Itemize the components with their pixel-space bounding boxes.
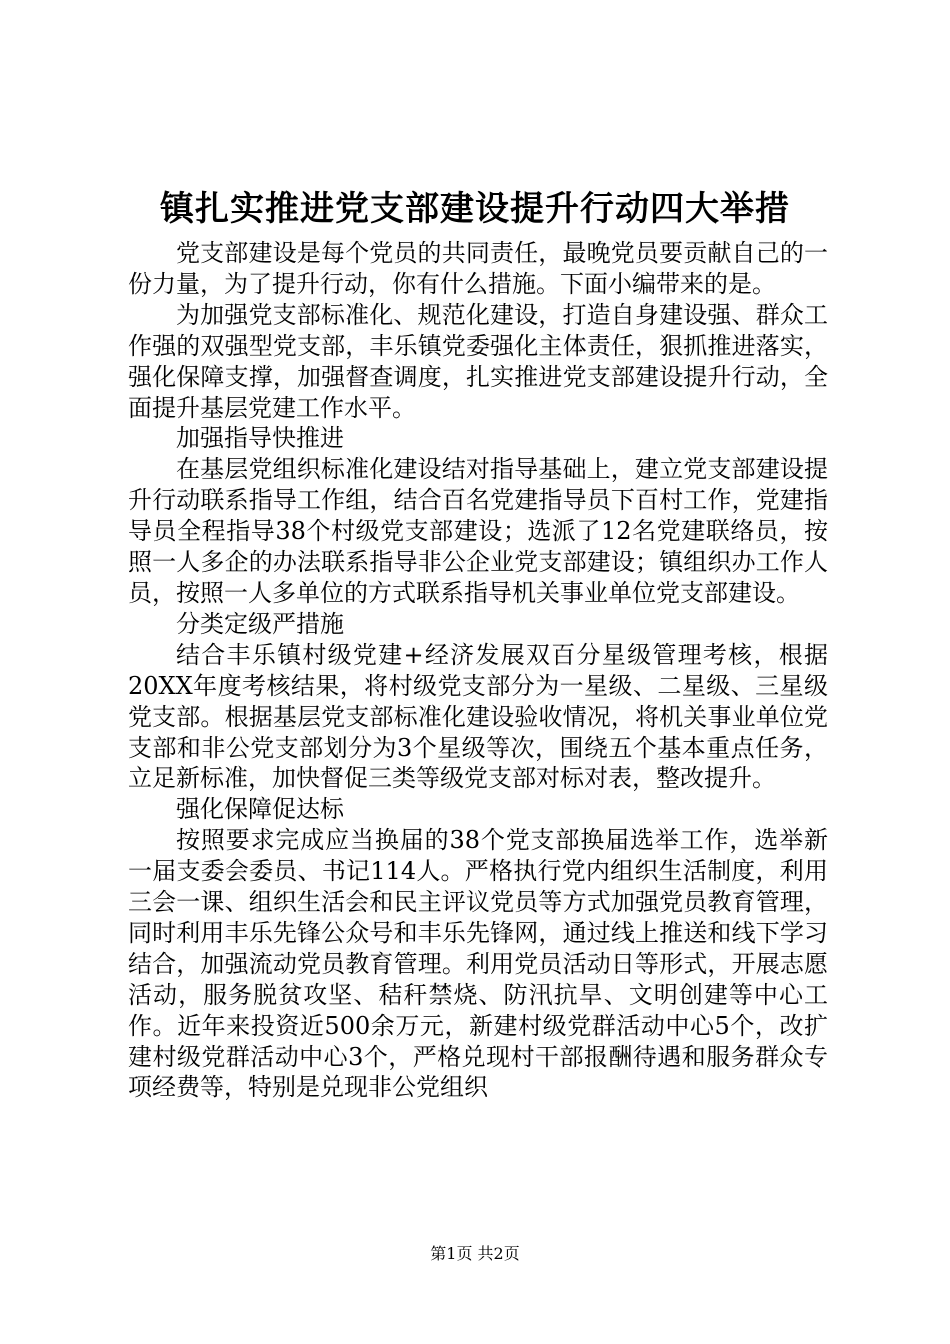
page-footer: 第1页 共2页 [430,1244,520,1263]
document-body [128,238,828,1103]
section-heading-classification: 分类定级严措施 [176,609,344,638]
paragraph-intro: 党支部建设是每个党员的共同责任，最晚党员要贡献自己的一份力量，为了提升行动，你有什么措施。下面小编带来的是。 [128,239,828,298]
section-heading-guidance: 加强指导快推进 [176,424,344,453]
page-title: 镇扎实推进党支部建设提升行动四大举措 [160,189,790,229]
paragraph-classification: 结合丰乐镇村级党建+经济发展双百分星级管理考核，根据20XX年度考核结果，将村级党支部分为一星级、二星级、三星级党支部。根据基层党支部标准化建设验收情况，将机关事业单位党支部和非公党支部划分为3个星级等次，围绕五个基本重点任务，立足新标准，加快督促三类等级党支部对标对表，整改提升。 [128,640,828,793]
paragraph-support: 按照要求完成应当换届的38个党支部换届选举工作，选举新一届支委会委员、书记114人。严格执行党内组织生活制度，利用三会一课、组织生活会和民主评议党员等方式加强党员教育管理，同时利用丰乐先锋公众号和丰乐先锋网，通过线上推送和线下学习结合，加强流动党员教育管理。利用党员活动日等形式，开展志愿活动，服务脱贫攻坚、秸秆禁烧、防汛抗旱、文明创建等中心工作。近年来投资近500余万元，新建村级党群活动中心5个，改扩建村级党群活动中心3个，严格兑现村干部报酬待遇和服务群众专项经费等，特别是兑现非公党组织 [128,826,828,1102]
paragraph-guidance: 在基层党组织标准化建设结对指导基础上，建立党支部建设提升行动联系指导工作组，结合百名党建指导员下百村工作，党建指导员全程指导38个村级党支部建设；选派了12名党建联络员，按照一人多企的办法联系指导非公企业党支部建设；镇组织办工作人员，按照一人多单位的方式联系指导机关事业单位党支部建设。 [128,455,828,607]
paragraph-overview: 为加强党支部标准化、规范化建设，打造自身建设强、群众工作强的双强型党支部，丰乐镇党委强化主体责任，狠抓推进落实，强化保障支撑，加强督查调度，扎实推进党支部建设提升行动，全面提升基层党建工作水平。 [128,300,828,422]
section-heading-support: 强化保障促达标 [176,795,344,824]
